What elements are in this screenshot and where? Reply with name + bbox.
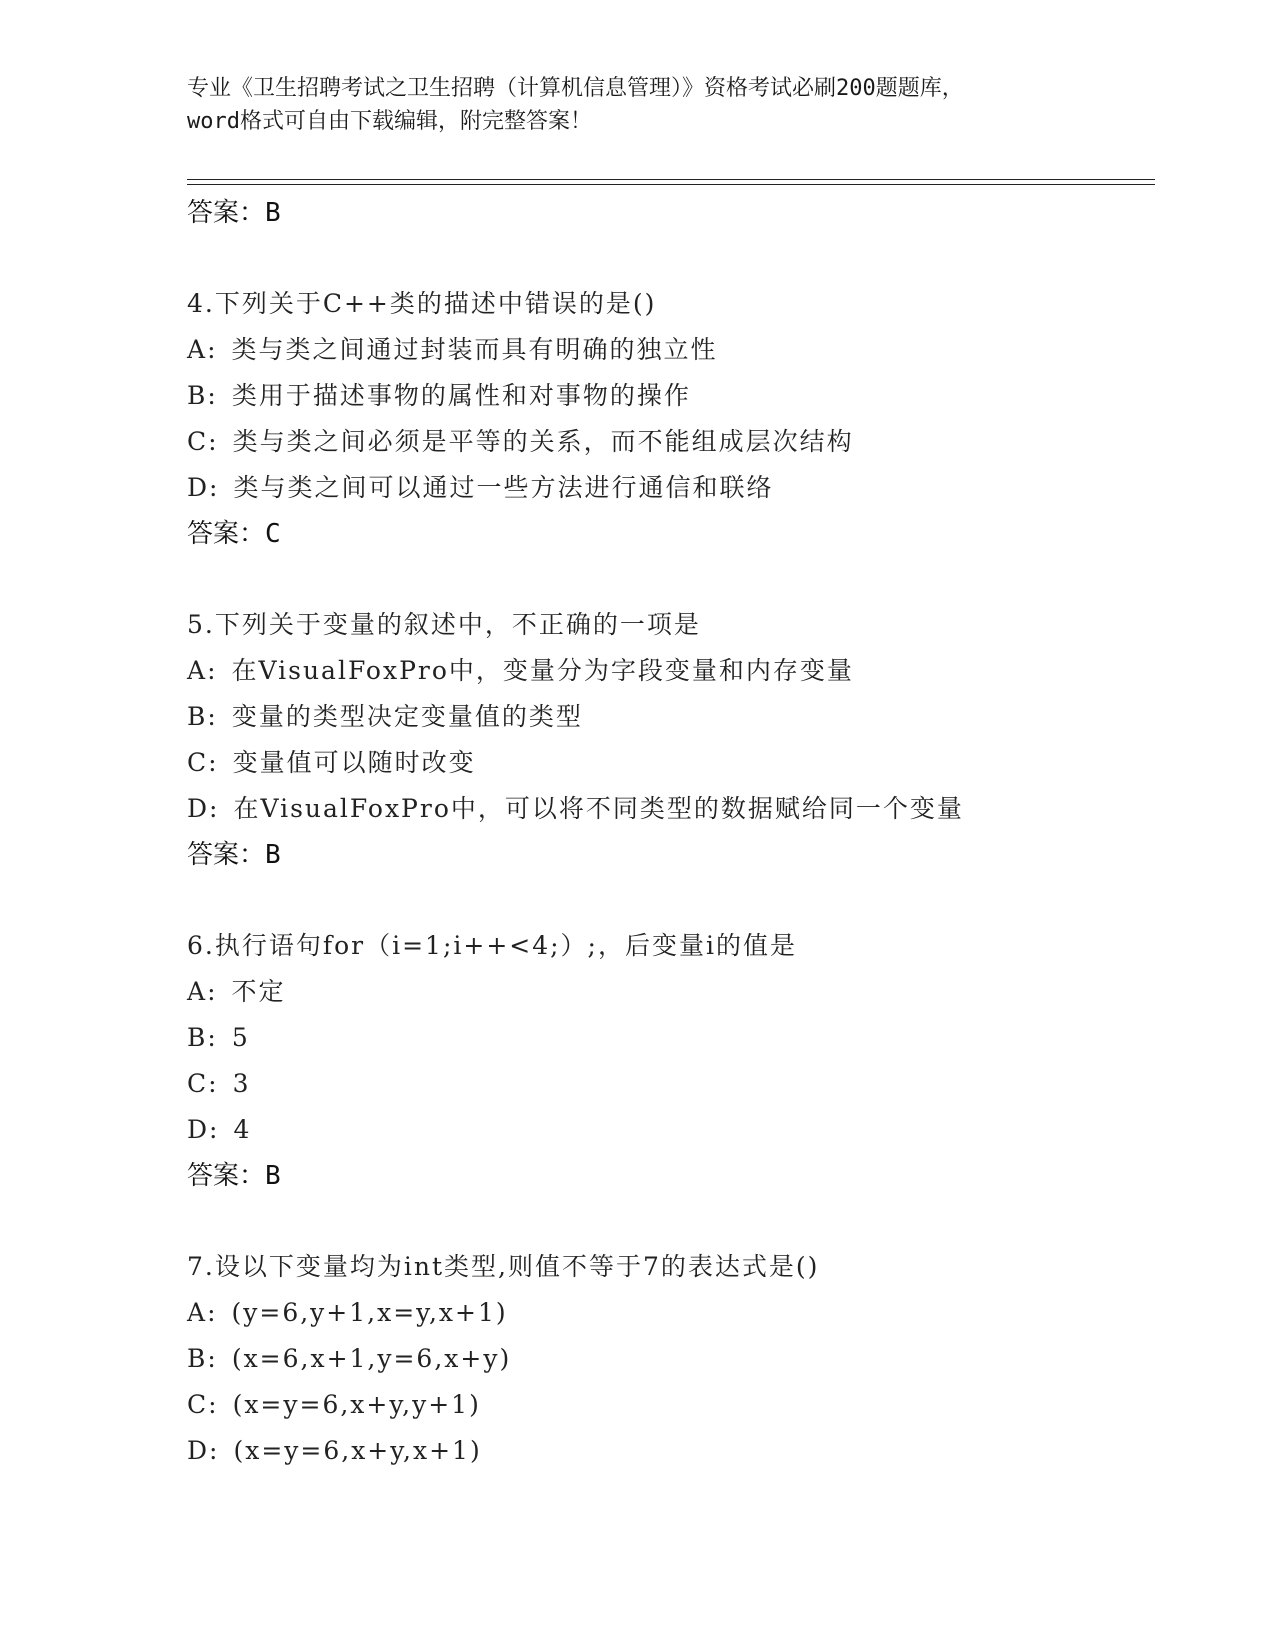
option-text: 5: [231, 1023, 250, 1052]
option-a: [187, 1290, 1155, 1336]
option-text: 不定: [231, 977, 286, 1006]
option-text: (x=y=6,x+y,x+1): [233, 1436, 482, 1465]
question-stem: 5.下列关于变量的叙述中，不正确的一项是: [187, 610, 701, 639]
option-c: [187, 1382, 1155, 1428]
option-separator: :: [207, 381, 218, 410]
option-letter: B: [187, 1023, 208, 1052]
option-separator: :: [208, 427, 219, 456]
option-letter: A: [187, 656, 208, 685]
option-letter: B: [187, 1344, 208, 1373]
option-separator: :: [207, 1298, 218, 1327]
answer-line: 答案：B: [187, 1161, 281, 1191]
option-b: [187, 1015, 1155, 1061]
header-divider-bottom: [187, 184, 1155, 185]
option-a: [187, 648, 1155, 694]
option-letter: D: [187, 794, 210, 823]
option-letter: B: [187, 702, 208, 731]
option-letter: A: [187, 977, 208, 1006]
option-separator: :: [209, 1115, 220, 1144]
header-divider-top: [187, 179, 1155, 180]
option-letter: C: [187, 427, 209, 456]
option-text: 类与类之间可以通过一些方法进行通信和联络: [233, 473, 774, 502]
option-separator: :: [209, 794, 220, 823]
option-letter: A: [187, 335, 208, 364]
question-stem: 6.执行语句for（i=1;i++<4;）;，后变量i的值是: [187, 931, 797, 960]
question-list: [187, 190, 1155, 1474]
question-block: [187, 281, 1155, 557]
option-text: 在VisualFoxPro中，变量分为字段变量和内存变量: [231, 656, 854, 685]
option-separator: :: [209, 473, 220, 502]
option-separator: :: [207, 702, 218, 731]
option-separator: :: [207, 656, 218, 685]
option-text: (x=y=6,x+y,y+1): [232, 1390, 481, 1419]
option-letter: D: [187, 1436, 210, 1465]
header-line-2: word格式可自由下载编辑，附完整答案！: [187, 109, 592, 134]
option-text: 类与类之间必须是平等的关系，而不能组成层次结构: [232, 427, 854, 456]
option-d: [187, 1107, 1155, 1153]
option-letter: C: [187, 1390, 209, 1419]
question-block: [187, 602, 1155, 878]
answer-line: 答案：B: [187, 840, 281, 870]
option-b: [187, 373, 1155, 419]
option-separator: :: [207, 335, 218, 364]
question-block: [187, 923, 1155, 1199]
option-letter: A: [187, 1298, 208, 1327]
header-line-1: 专业《卫生招聘考试之卫生招聘（计算机信息管理）》资格考试必刷200题题库，: [187, 76, 964, 101]
option-text: 变量值可以随时改变: [232, 748, 476, 777]
option-separator: :: [207, 977, 218, 1006]
option-letter: D: [187, 1115, 210, 1144]
option-separator: :: [209, 1436, 220, 1465]
answer-line: 答案：C: [187, 519, 281, 549]
option-a: [187, 327, 1155, 373]
option-separator: :: [207, 1023, 218, 1052]
option-text: 3: [232, 1069, 251, 1098]
document-header: [187, 72, 1087, 138]
option-d: [187, 465, 1155, 511]
option-d: [187, 1428, 1155, 1474]
option-text: (y=6,y+1,x=y,x+1): [231, 1298, 508, 1327]
question-stem: 4.下列关于C++类的描述中错误的是(): [187, 289, 657, 318]
option-separator: :: [208, 1390, 219, 1419]
option-d: [187, 786, 1155, 832]
option-letter: D: [187, 473, 210, 502]
option-a: [187, 969, 1155, 1015]
option-separator: :: [208, 1069, 219, 1098]
option-text: 类与类之间通过封装而具有明确的独立性: [231, 335, 718, 364]
option-letter: B: [187, 381, 208, 410]
option-text: (x=6,x+1,y=6,x+y): [231, 1344, 512, 1373]
option-letter: C: [187, 748, 209, 777]
option-text: 类用于描述事物的属性和对事物的操作: [231, 381, 691, 410]
option-letter: C: [187, 1069, 209, 1098]
option-c: [187, 419, 1155, 465]
option-text: 4: [233, 1115, 252, 1144]
option-b: [187, 1336, 1155, 1382]
question-block: [187, 1244, 1155, 1474]
option-b: [187, 694, 1155, 740]
option-text: 在VisualFoxPro中，可以将不同类型的数据赋给同一个变量: [233, 794, 964, 823]
option-separator: :: [208, 748, 219, 777]
option-c: [187, 1061, 1155, 1107]
option-c: [187, 740, 1155, 786]
option-separator: :: [207, 1344, 218, 1373]
question-stem: 7.设以下变量均为int类型,则值不等于7的表达式是(): [187, 1252, 820, 1281]
answer-line: 答案：B: [187, 198, 281, 228]
option-text: 变量的类型决定变量值的类型: [231, 702, 583, 731]
